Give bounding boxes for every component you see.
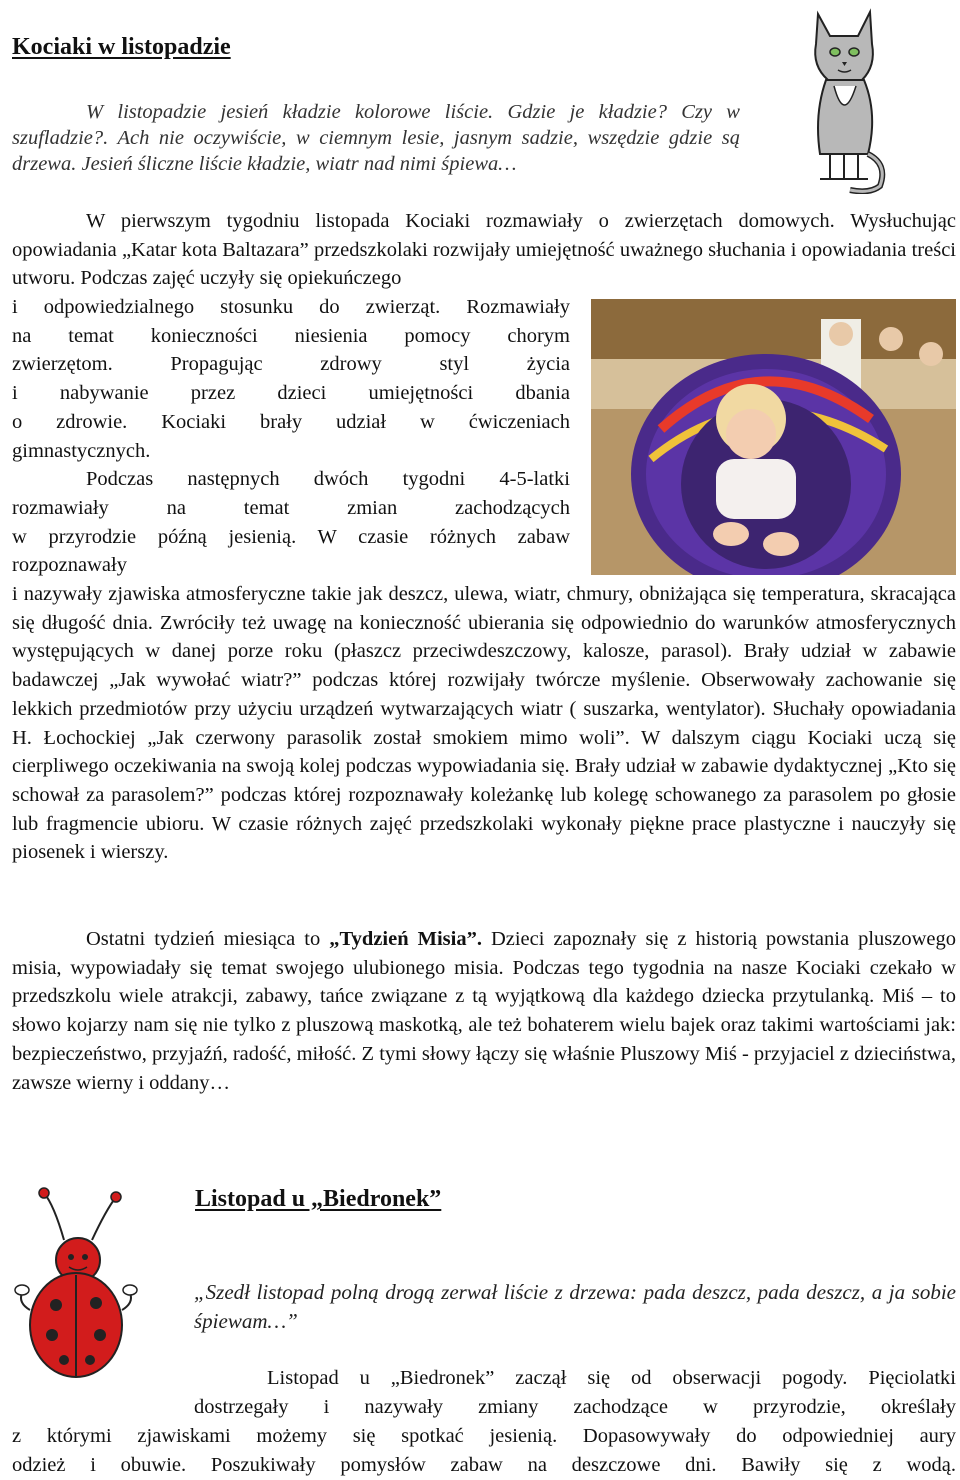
- wrap-line: i nabywanie przez dzieci umiejętności dbania: [12, 382, 570, 405]
- section-title-biedronki: Listopad u „Biedronek”: [195, 1186, 442, 1212]
- wrap-line: zwierzętom. Propagując zdrowy styl życia: [12, 353, 570, 376]
- wrap-line: Podczas następnych dwóch tygodni 4-5-latki: [86, 468, 570, 491]
- wrap-line: na temat konieczności niesienia pomocy chorym: [12, 324, 570, 347]
- intro-poem: W listopadzie jesień kładzie kolorowe liście. Gdzie je kładzie? Czy w szufladzie?. Ach nie oczywiście, w ciemnym lesie, jasnym sadzie, wszędzie gdzie są drzewa. Jesień śliczne liście kładzie, wiatr nad nimi śpiewa…: [12, 101, 740, 175]
- paragraph-weather: i nazywały zjawiska atmosferyczne takie jak deszcz, ulewa, wiatr, chmury, obniżająca się temperatura, skracająca się długość dnia. Zwróciły też uwagę na konieczność ubierania się odpowiednio do warunków atmosferycznych występujących w danej porze roku (płaszcz przeciwdeszczowy, kalosze, parasol). Brały udział w zabawie badawczej „Jak wywołać wiatr?” podczas której rozwijały twórcze myślenie. Obserwowały zachowanie się lekkich przedmiotów przy użyciu urządzeń wytwarzających wiatr ( suszarka, wentylator). Słuchały opowiadania H. Łochockiej „Jak czerwony parasolik został smokiem mimo woli”. W dalszym ciągu Kociaki uczą się cierpliwego oczekiwania na swoją kolej podczas wypowiadania się. Brały udział w zabawie dydaktycznej „Kto się schował za parasolem?” podczas której rozpoznawały koleżankę lub kolegę schowanego za parasolem po głosie lub fragmencie ubioru. W czasie różnych zajęć przedszkolaki wykonały piękne prace plastyczne i nauczyły się piosenek i wierszy.: [12, 583, 956, 864]
- wrap-line: o zdrowie. Kociaki brały udział w ćwiczeniach: [12, 410, 570, 433]
- biedronki-line-4: odzież i obuwie. Poszukiwały pomysłów zabaw na deszczowe dni. Bawiły się z wodą.: [12, 1454, 956, 1476]
- ladybug-icon: [14, 1185, 139, 1385]
- wrapped-text-block: [12, 293, 570, 580]
- paragraph-intro: W pierwszym tygodniu listopada Kociaki rozmawiały o zwierzętach domowych. Wysłuchując opowiadania „Katar kota Baltazara” przedszkolaki rozwijały umiejętność uważnego słuchania i opowiadania treści utworu. Podczas zajęć uczyły się opiekuńczego: [12, 210, 956, 290]
- biedronki-poem: „Szedł listopad polną drogą zerwał liście z drzewa: pada deszcz, pada deszcz, a ja sobie śpiewam…”: [194, 1280, 956, 1333]
- wrap-line: rozpoznawały: [12, 554, 127, 577]
- misia-text-post: Dzieci zapoznały się z historią powstania pluszowego misia, wypowiadały się temat swojego ulubionego misia. Podczas tego tygodnia na nasze Kociaki czekało w przedszkolu wiele atrakcji, zabawy, tańce związane z tą wyjątkową dla każdego dziecka przytulanką. Miś – to słowo kojarzy nam się nie tylko z pluszową maskotką, ale też bohaterem wielu bajek oraz takimi wartościami jak: bezpieczeństwo, przyjaźń, radość, miłość. Z tymi słowy łączy się właśnie Pluszowy Miś - przyjaciel z dzieciństwa, zawsze wierny i oddany…: [12, 928, 956, 1094]
- biedronki-line-2: dostrzegały i nazywały zmiany zachodzące w przyrodzie, określały: [194, 1396, 956, 1418]
- wrap-line: gimnastycznych.: [12, 439, 151, 462]
- wrap-line: rozmawiały na temat zmian zachodzących: [12, 496, 570, 519]
- wrap-line: w przyrodzie późną jesienią. W czasie różnych zabaw: [12, 525, 570, 548]
- misia-text-pre: Ostatni tydzień miesiąca to: [86, 928, 330, 950]
- misia-bold: „Tydzień Misia”.: [329, 928, 482, 950]
- biedronki-line-1: Listopad u „Biedronek” zaczął się od obserwacji pogody. Pięciolatki: [267, 1367, 956, 1389]
- child-tunnel-photo: [591, 299, 956, 575]
- ladybug-illustration: [14, 1185, 139, 1385]
- cat-icon: [800, 4, 890, 194]
- cat-illustration: [800, 4, 890, 194]
- wrap-line: i odpowiedzialnego stosunku do zwierząt. Rozmawiały: [12, 296, 570, 318]
- biedronki-line-3: z którymi zjawiskami możemy się spotkać jesienią. Dopasowywały do odpowiedniej aury: [12, 1425, 956, 1447]
- paragraph-misia: [12, 925, 956, 1097]
- section-title-kociaki: Kociaki w listopadzie: [12, 34, 231, 60]
